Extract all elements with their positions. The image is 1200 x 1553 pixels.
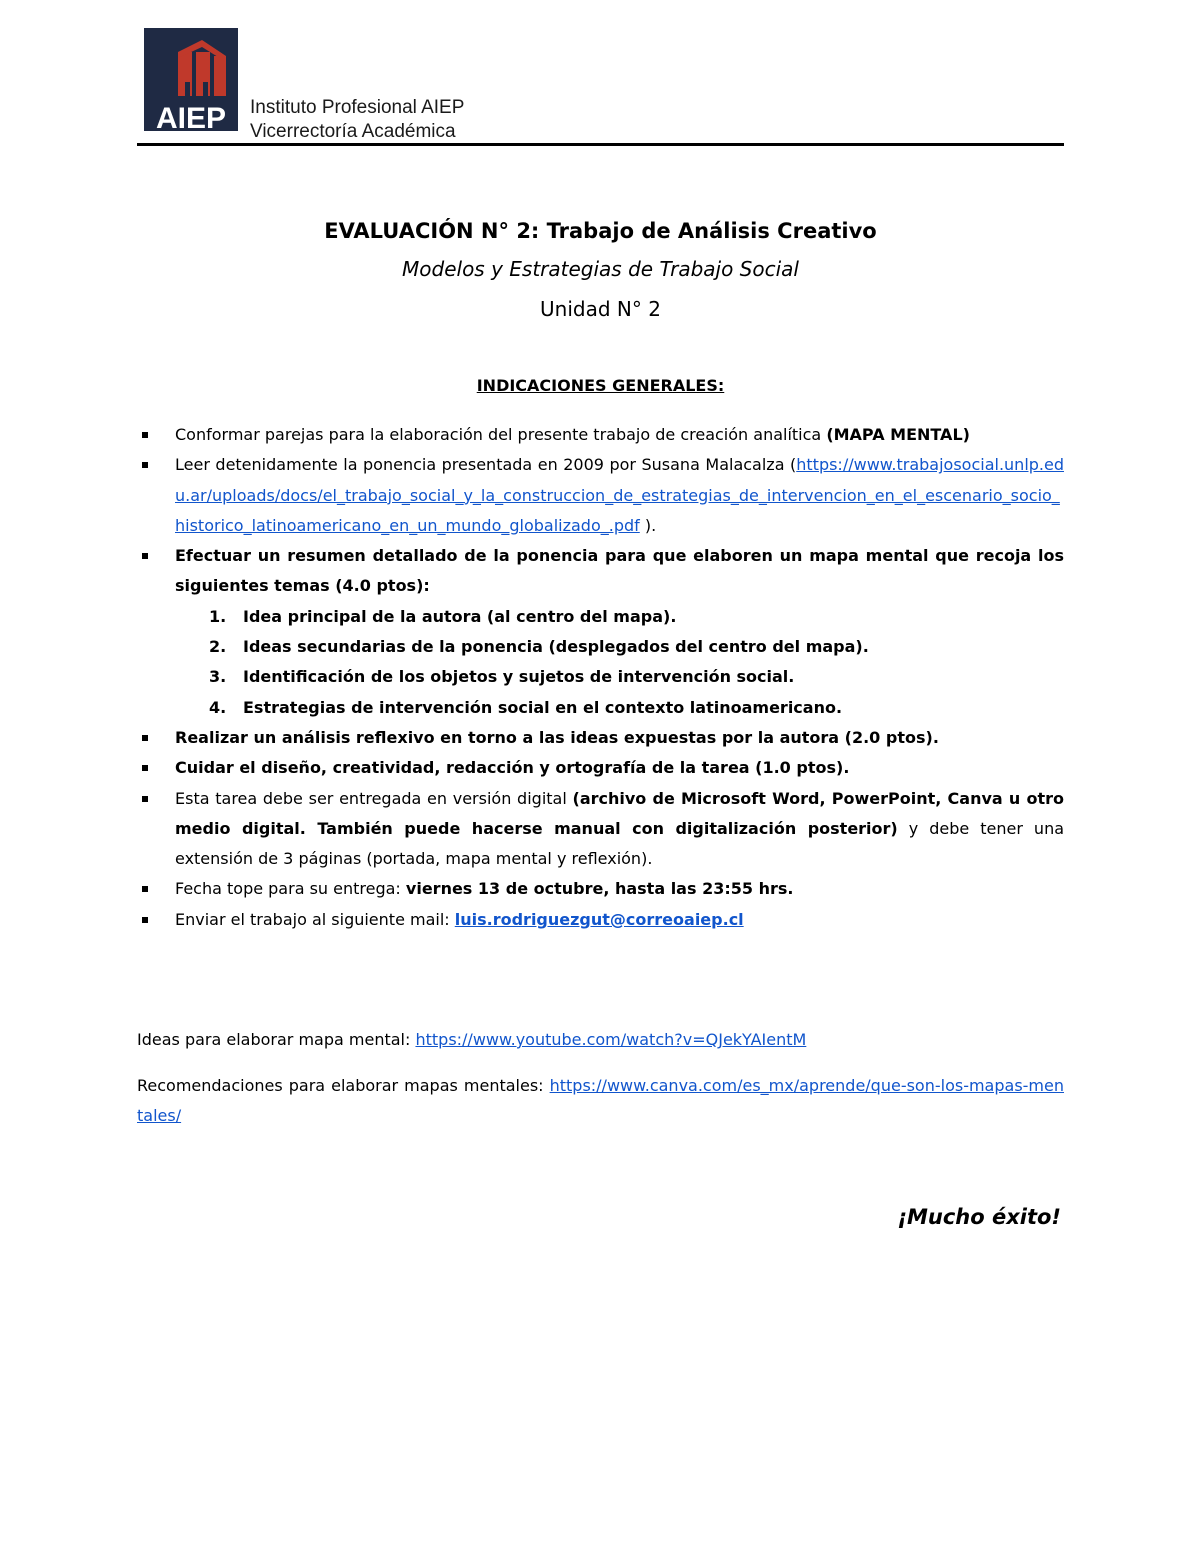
list-item (137, 874, 1064, 904)
item-text: Conformar parejas para la elaboración del presente trabajo de creación analítica (175, 425, 827, 444)
sub-item-text: Ideas secundarias de la ponencia (desplegados del centro del mapa). (243, 637, 869, 657)
recommendations-label: Recomendaciones para elaborar mapas mentales: (137, 1076, 550, 1095)
bullet-icon (142, 886, 148, 892)
list-item (137, 905, 1064, 935)
item-text: Esta tarea debe ser entregada en versión digital (175, 788, 573, 808)
institution-name: Instituto Profesional AIEP (250, 97, 465, 118)
bullet-icon (142, 796, 148, 802)
item-text: Leer detenidamente la ponencia presentada en 2009 por Susana Malacalza ( (175, 455, 797, 475)
sub-item-text: Idea principal de la autora (al centro del mapa). (243, 606, 677, 626)
list-item (137, 784, 1064, 875)
sub-item (137, 602, 1064, 632)
section-heading: INDICACIONES GENERALES: (476, 376, 725, 395)
item-text: Fecha tope para su entrega: (175, 879, 406, 899)
item-bold-text: (archivo de Microsoft Word, PowerPoint, Canva u otro medio digital. También puede hacerse manual con digitalización posterior) (175, 788, 1065, 838)
department-name: Vicerrectoría Académica (250, 121, 456, 142)
bullet-icon (142, 432, 148, 438)
bullet-icon (142, 735, 148, 741)
list-item (137, 723, 1064, 753)
sub-item-number: 2. (209, 637, 227, 657)
paper-link[interactable]: https://www.trabajosocial.unlp.edu.ar/uploads/docs/el_trabajo_social_y_la_construccion_de_estrategias_de_intervencion_en_el_escenario_socio_historico_latinoamericano_en_un_mundo_globalizado_.pdf (175, 455, 1064, 535)
sub-item (137, 632, 1064, 662)
recommendations-line (137, 1071, 1064, 1131)
sub-item-text: Identificación de los objetos y sujetos de intervención social. (243, 667, 795, 687)
sub-item-number: 4. (209, 697, 227, 717)
item-text: Efectuar un resumen detallado de la ponencia para que elaboren un mapa mental que recoja los siguientes temas (4.0 ptos): (175, 546, 1064, 596)
youtube-link[interactable]: https://www.youtube.com/watch?v=QJekYAIentM (415, 1030, 807, 1049)
sub-item (137, 662, 1064, 692)
institution-block (250, 96, 464, 144)
title-block (137, 213, 1064, 329)
item-text: ). (639, 515, 657, 535)
item-text: Cuidar el diseño, creatividad, redacción y ortografía de la tarea (1.0 ptos). (175, 758, 850, 778)
sub-item-text: Estrategias de intervención social en el contexto latinoamericano. (243, 697, 843, 717)
sub-item-number: 1. (209, 606, 227, 626)
email-link[interactable]: luis.rodriguezgut@correoaiep.cl (454, 909, 744, 929)
item-text: Realizar un análisis reflexivo en torno a las ideas expuestas por la autora (2.0 ptos). (175, 727, 939, 747)
bullet-icon (142, 765, 148, 771)
canva-link[interactable]: https://www.canva.com/es_mx/aprende/que-son-los-mapas-mentales/ (137, 1076, 1064, 1125)
ideas-line (137, 1025, 1064, 1055)
ideas-label: Ideas para elaborar mapa mental: (137, 1030, 416, 1049)
item-text: y debe tener una extensión de 3 páginas (portada, mapa mental y reflexión). (175, 818, 1065, 869)
bullet-icon (142, 917, 148, 923)
list-item (137, 753, 1064, 783)
item-bold-text: (MAPA MENTAL) (826, 425, 970, 444)
item-text: Enviar el trabajo al siguiente mail: (175, 909, 455, 929)
unit-title: Unidad N° 2 (540, 297, 661, 321)
course-subtitle: Modelos y Estrategias de Trabajo Social (402, 257, 799, 281)
deadline-text: viernes 13 de octubre, hasta las 23:55 hrs. (405, 879, 794, 899)
closing-message: ¡Mucho éxito! (897, 1205, 1061, 1229)
list-item (137, 420, 1064, 450)
logo-text: AIEP (155, 102, 227, 135)
list-item (137, 541, 1064, 602)
aiep-logo (144, 28, 238, 135)
sub-item-number: 3. (209, 667, 227, 687)
instructions-list (137, 420, 1064, 935)
bullet-icon (142, 553, 148, 559)
sub-item (137, 693, 1064, 723)
header-divider (137, 143, 1064, 146)
evaluation-title: EVALUACIÓN N° 2: Trabajo de Análisis Creativo (324, 219, 877, 243)
bullet-icon (142, 462, 148, 468)
list-item (137, 450, 1064, 541)
